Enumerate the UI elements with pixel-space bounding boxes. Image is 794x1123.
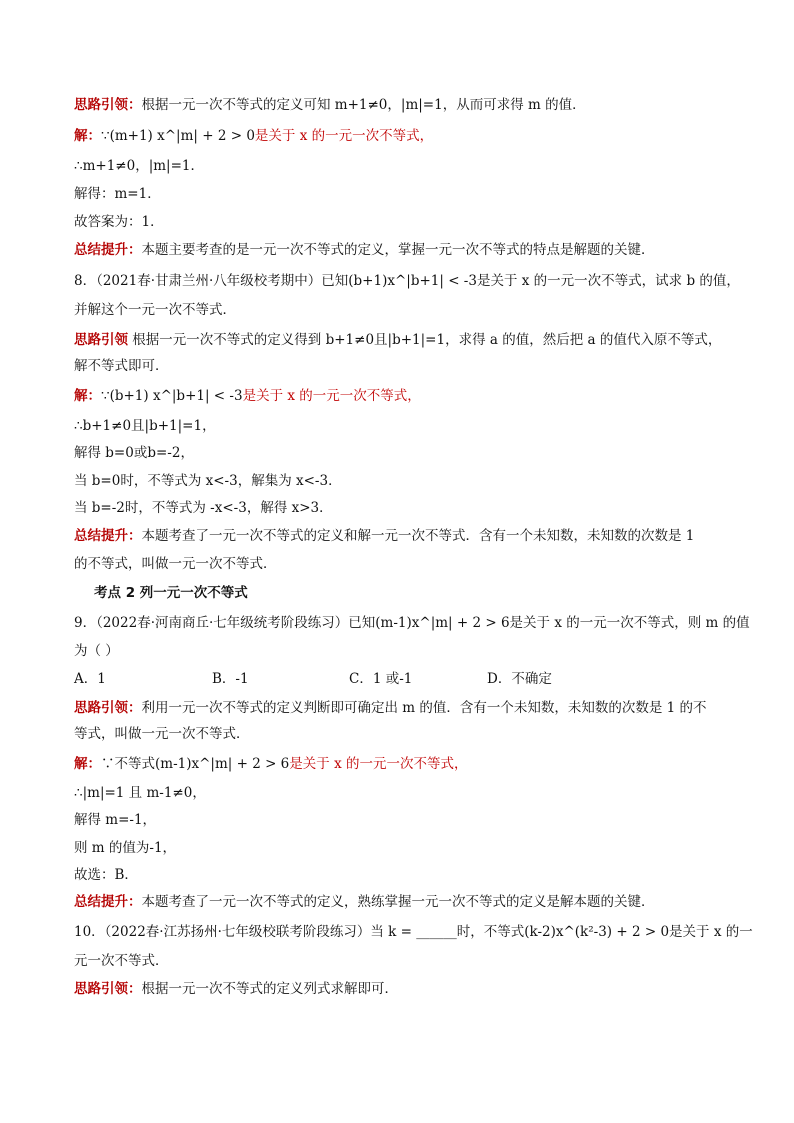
solution-step: ∴m+1≠0，|m|=1． [74,158,204,174]
question-9-stem: 9．（2022春·河南商丘·七年级统考阶段练习）已知(m-1)x^|m| + 2 > 6是关于 x 的一元一次不等式，则 m 的值 [74,615,750,631]
solution-line [74,127,734,145]
question-8-stem: 8．（2021春·甘肃兰州·八年级校考期中）已知(b+1)x^|b+1| < -3是关于 x 的一元一次不等式，试求 b 的值， [74,273,740,289]
hint-text: 利用一元一次不等式的定义判断即可确定出 m 的值．含有一个未知数，未知数的次数是 1 的不 [141,700,707,716]
option-c: C．1 或-1 [349,671,413,687]
option-a: A．1 [74,671,106,687]
question-10-stem-cont: 元一次不等式． [74,953,169,969]
solution-highlight: 是关于 x 的一元一次不等式， [242,388,421,404]
solution-step: ∴|m|=1 且 m-1≠0， [74,785,206,801]
summary-tag: 总结提升： [74,528,142,544]
hint-tag: 思路引领： [74,981,142,997]
question-9-stem-cont: 为（ ） [74,643,119,659]
solution-expression: ∵(m+1) x^|m| + 2 > 0 [101,128,255,144]
summary-text: 本题考查了一元一次不等式的定义，熟练掌握一元一次不等式的定义是解本题的关键． [141,894,655,910]
solution-line [74,755,734,773]
hint-line [74,96,734,114]
solution-step: 当 b=0时，不等式为 x<-3，解集为 x<-3． [74,473,342,489]
summary-line-cont: 的不等式，叫做一元一次不等式． [74,556,277,572]
answer-line: 故选：B． [74,867,138,883]
hint-tag: 思路引领 [74,332,128,348]
hint-tag: 思路引领： [74,97,142,113]
section-heading: 考点 2 列一元一次不等式 [94,585,248,601]
summary-tag: 总结提升： [74,894,142,910]
hint-text: 根据一元一次不等式的定义得到 b+1≠0且|b+1|=1，求得 a 的值，然后把 a 的值代入原不等式， [132,332,722,348]
hint-tag: 思路引领： [74,700,142,716]
summary-tag: 总结提升： [74,242,142,258]
hint-line-cont: 解不等式即可． [74,358,169,374]
summary-text: 本题考查了一元一次不等式的定义和解一元一次不等式．含有一个未知数，未知数的次数是 1 [141,528,695,544]
solution-step: 解得 b=0或b=-2， [74,445,194,461]
solution-step: 解得 m=-1， [74,812,157,828]
hint-line [74,331,734,349]
summary-line [74,527,734,545]
solution-tag: 解： [74,756,101,772]
solution-highlight: 是关于 x 的一元一次不等式， [289,756,468,772]
hint-line-cont: 等式，叫做一元一次不等式． [74,726,250,742]
hint-line [74,699,734,717]
summary-line [74,241,734,259]
question-10-stem: 10．（2022春·江苏扬州·七年级校联考阶段练习）当 k = ______时，不等式(k-2)x^(k²-3) + 2 > 0是关于 x 的一 [74,924,753,940]
option-b: B．-1 [212,671,249,687]
question-8-stem-cont: 并解这个一元一次不等式． [74,302,236,318]
solution-step: 则 m 的值为-1， [74,840,177,856]
summary-text: 本题主要考查的是一元一次不等式的定义，掌握一元一次不等式的特点是解题的关键． [141,242,655,258]
solution-step: ∴b+1≠0且|b+1|=1， [74,418,216,434]
hint-text: 根据一元一次不等式的定义可知 m+1≠0，|m|=1，从而可求得 m 的值． [141,97,586,113]
option-d: D．不确定 [487,671,552,687]
solution-step: 解得：m=1． [74,186,161,202]
hint-line [74,980,734,998]
answer-line: 故答案为：1． [74,214,164,230]
solution-expression: ∵(b+1) x^|b+1| < -3 [101,388,243,404]
solution-highlight: 是关于 x 的一元一次不等式， [254,128,434,144]
hint-text: 根据一元一次不等式的定义列式求解即可． [141,981,398,997]
summary-line [74,893,734,911]
solution-tag: 解： [74,128,101,144]
solution-expression: ∵不等式(m-1)x^|m| + 2 > 6 [101,756,290,772]
solution-tag: 解： [74,388,101,404]
solution-step: 当 b=-2时，不等式为 -x<-3，解得 x>3． [74,500,333,516]
solution-line [74,387,734,405]
